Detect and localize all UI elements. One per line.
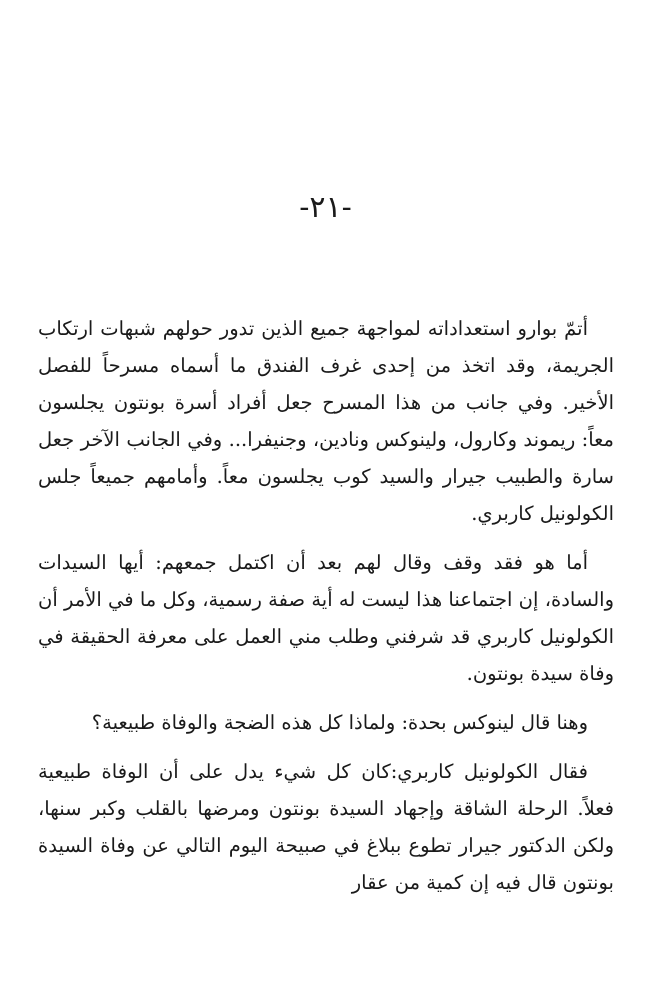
paragraph-1: أتمّ بوارو استعداداته لمواجهة جميع الذين تدور حولهم شبهات ارتكاب الجريمة، وقد اتخذ من إحدى غرف الفندق ما أسماه مسرحاً للفصل الأخير. وفي جانب من هذا المسرح جعل أفراد أسرة بونتون يجلسون معاً: ريموند وكارول، ولينوكس ونادين، وجنيفرا... وفي الجانب الآخر جعل سارة والطبيب جيرار والسيد كوب يجلسون معاً. وأمامهم جميعاً جلس الكولونيل كاربري. <box>38 317 614 525</box>
page-number: -٢١- <box>299 190 352 225</box>
paragraph-3: وهنا قال لينوكس بحدة: ولماذا كل هذه الضجة والوفاة طبيعية؟ <box>91 711 588 734</box>
paragraph-4: فقال الكولونيل كاربري:كان كل شيء يدل على أن الوفاة طبيعية فعلاً. الرحلة الشاقة وإجهاد السيدة بونتون ومرضها بالقلب وكبر سنها، ولكن الدكتور جيرار تطوع ببلاغ في صبيحة اليوم التالي عن وفاة السيدة بونتون قال فيه إن كمية من عقار <box>38 760 614 894</box>
paragraph-2: أما هو فقد وقف وقال لهم بعد أن اكتمل جمعهم: أيها السيدات والسادة، إن اجتماعنا هذا ليست له أية صفة رسمية، وكل ما في الأمر أن الكولونيل كاربري قد شرفني وطلب مني العمل على معرفة الحقيقة في وفاة سيدة بونتون. <box>38 551 614 685</box>
body-text <box>38 310 614 913</box>
